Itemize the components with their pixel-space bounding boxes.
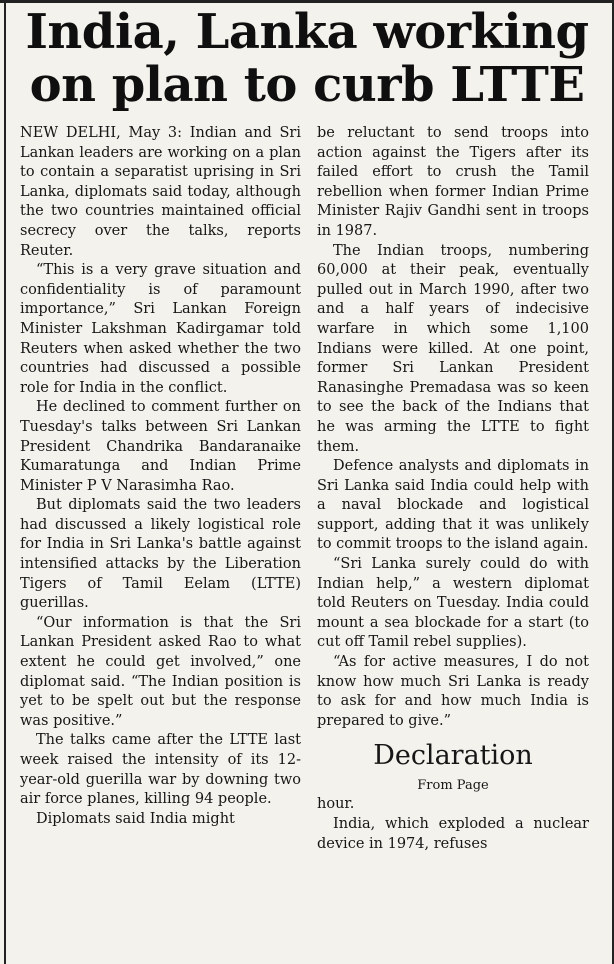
body-paragraph: Defence analysts and diplomats in Sri Lanka said India could help with a naval blockade and logistical support, adding that it was unlikely to commit troops to the island again. (317, 458, 589, 553)
headline-line-2: on plan to curb LTTE (29, 57, 585, 113)
body-paragraph: He declined to comment further on Tuesday's talks between Sri Lankan President Chandrika Bandaranaike Kumaratunga and Indian Prime Minister P V Narasimha Rao. (20, 399, 301, 494)
jump-from-label: From Page (417, 778, 489, 794)
body-paragraph: The talks came after the LTTE last week raised the intensity of its 12-year-old guerilla war by downing two air force planes, killing 94 people. (20, 732, 301, 808)
headline (8, 6, 606, 112)
body-paragraph: “Sri Lanka surely could do with Indian help,” a western diplomat told Reuters on Tuesday. India could mount a sea blockade for a start (to cut off Tamil rebel supplies). (317, 556, 589, 651)
body-paragraph: be reluctant to send troops into action against the Tigers after its failed effort to crush the Tamil rebellion when former Indian Prime Minister Rajiv Gandhi sent in troops in 1987. (317, 125, 589, 239)
body-paragraph: “As for active measures, I do not know how much Sri Lanka is ready to ask for and how much India is prepared to give.” (317, 654, 589, 729)
jump-paragraph: India, which exploded a nuclear device in 1974, refuses (317, 816, 589, 852)
body-paragraph: The Indian troops, numbering 60,000 at their peak, eventually pulled out in March 1990, after two and a half years of indecisive warfare in which some 1,100 Indians were killed. At one point, former Sri Lankan President Ranasinghe Premadasa was so keen to see the back of the Indians that he was arming the LTTE to fight them. (317, 242, 589, 455)
article-column-2 (317, 124, 589, 854)
headline-line-1: India, Lanka working (25, 4, 589, 60)
article-column-1 (20, 124, 301, 829)
jump-paragraph: hour. (317, 796, 355, 813)
body-paragraph: “Our information is that the Sri Lankan President asked Rao to what extent he could get involved,” one diplomat said. “The Indian position is yet to be spelt out but the response was positive.” (20, 614, 301, 729)
body-paragraph: “This is a very grave situation and confidentiality is of paramount importance,” Sri Lankan Foreign Minister Lakshman Kadirgamar told Reuters when asked whether the two countries had discussed a possible role for India in the conflict. (20, 262, 301, 396)
body-paragraph: But diplomats said the two leaders had discussed a likely logistical role for India in Sri Lanka's battle against intensified attacks by the Liberation Tigers of Tamil Eelam (LTTE) guerillas. (20, 497, 301, 612)
body-paragraph: NEW DELHI, May 3: Indian and Sri Lankan leaders are working on a plan to contain a separatist uprising in Sri Lanka, diplomats said today, although the two countries maintained official secrecy over the talks, reports Reuter. (20, 125, 301, 259)
body-paragraph: Diplomats said India might (36, 810, 235, 827)
jump-headline: Declaration (373, 740, 533, 772)
